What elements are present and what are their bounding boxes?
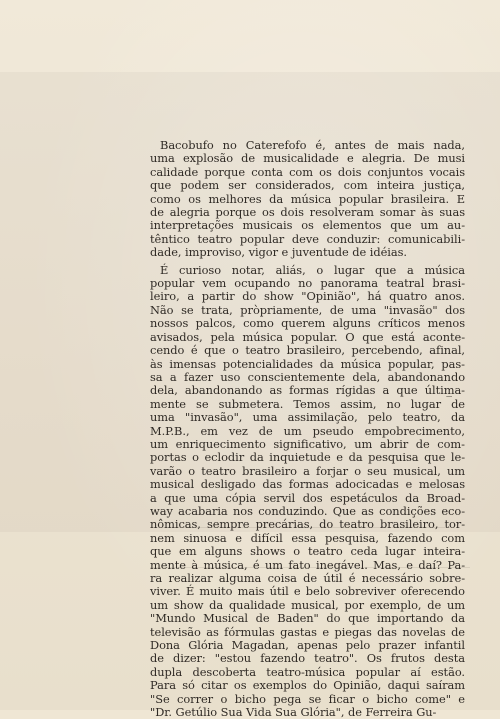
text-line: dupla descoberta teatro-música popular aí estão.	[150, 664, 465, 679]
text-line: popular vem ocupando no panorama teatral brasi-	[150, 276, 465, 291]
text-line: um enriquecimento significativo, um abrir de com-	[150, 436, 465, 451]
text-line: de dizer: "estou fazendo teatro". Os frutos desta	[150, 651, 465, 666]
text-line: nômicas, sempre precárias, do teatro brasileiro, tor-	[150, 517, 465, 532]
text-line: Para só citar os exemplos do Opinião, daqui saíram	[150, 678, 465, 693]
text-line: calidade porque conta com os dois conjuntos vocais	[150, 164, 465, 179]
text-line: televisão as fórmulas gastas e piegas das novelas de	[150, 624, 465, 639]
text-line: way acabaria nos conduzindo. Que as condições eco-	[150, 503, 465, 518]
text-line: leiro, a partir do show "Opinião", há quatro anos.	[150, 289, 465, 304]
text-line: É curioso notar, aliás, o lugar que a música	[160, 262, 465, 277]
text-line: sa a fazer uso conscientemente dela, abandonando	[150, 369, 465, 384]
text-line: viver. É muito mais útil e belo sobreviver oferecendo	[150, 584, 465, 599]
paragraph-1	[150, 139, 465, 260]
text-line: como os melhores da música popular brasileira. E	[150, 191, 465, 206]
text-line: mente se submetera. Temos assim, no lugar de	[150, 396, 465, 411]
text-line: avisados, pela música popular. O que está aconte-	[150, 329, 465, 344]
text-line: nem sinuosa e difícil essa pesquisa, fazendo com	[150, 530, 465, 545]
text-line: têntico teatro popular deve conduzir: comunicabili-	[150, 231, 465, 246]
article-body	[150, 139, 465, 719]
text-line: uma "invasão", uma assimilação, pelo teatro, da	[150, 410, 465, 425]
text-line: dade, improviso, vigor e juventude de idéias.	[150, 245, 407, 260]
text-line: ra realizar alguma coisa de útil é necessário sobre-	[150, 571, 465, 585]
text-line: que em alguns shows o teatro ceda lugar inteira-	[150, 544, 465, 559]
text-line: "Mundo Musical de Baden" do que importando da	[150, 611, 465, 626]
text-line: Bacobufo no Caterefofo é, antes de mais nada,	[160, 138, 465, 152]
text-line: às imensas potencialidades da música popular, pas-	[150, 356, 465, 371]
text-line: "Dr. Getúlio Sua Vida Sua Glória", de Ferreira Gu-	[150, 705, 437, 719]
text-line: dela, abandonando as formas rígidas a que últim̲a-	[150, 383, 465, 398]
text-line: M.P.B., em vez de um pseudo empobrecimento,	[150, 423, 465, 438]
text-line: Dona Glória Magadan, apenas pelo prazer infantil	[150, 638, 465, 653]
text-line: portas o eclodir da inquietude e da pesquisa que le-	[150, 450, 465, 465]
paragraph-2	[150, 264, 465, 719]
text-line: um show da qualidade musical, por exemplo, de um	[150, 597, 465, 612]
text-line: mente à música, é um fato inegável. Mas, e daí? Pa-	[150, 557, 465, 572]
text-line: Não se trata, pròpriamente, de uma "invasão" dos	[150, 302, 465, 317]
text-line: varão o teatro brasileiro a forjar o seu musical, um	[150, 463, 465, 478]
text-line: a que uma cópia servil dos espetáculos da Broad-	[150, 490, 465, 505]
text-line: musical desligado das formas adocicadas e melosas	[150, 477, 465, 492]
text-line: nossos palcos, como querem alguns críticos menos	[150, 316, 465, 331]
text-line: de alegria porque os dois resolveram somar às suas	[150, 205, 465, 220]
text-line: "Se correr o bicho pega se ficar o bicho come" e	[150, 691, 465, 706]
text-line: que podem ser considerados, com inteira justiça,	[150, 178, 465, 193]
text-line: interpretações musicais os elementos que um au-	[150, 218, 465, 233]
text-line: cendo é que o teatro brasileiro, percebendo, afinal,	[150, 343, 465, 358]
text-line: uma explosão de musicalidade e alegria. De musi	[150, 151, 465, 166]
